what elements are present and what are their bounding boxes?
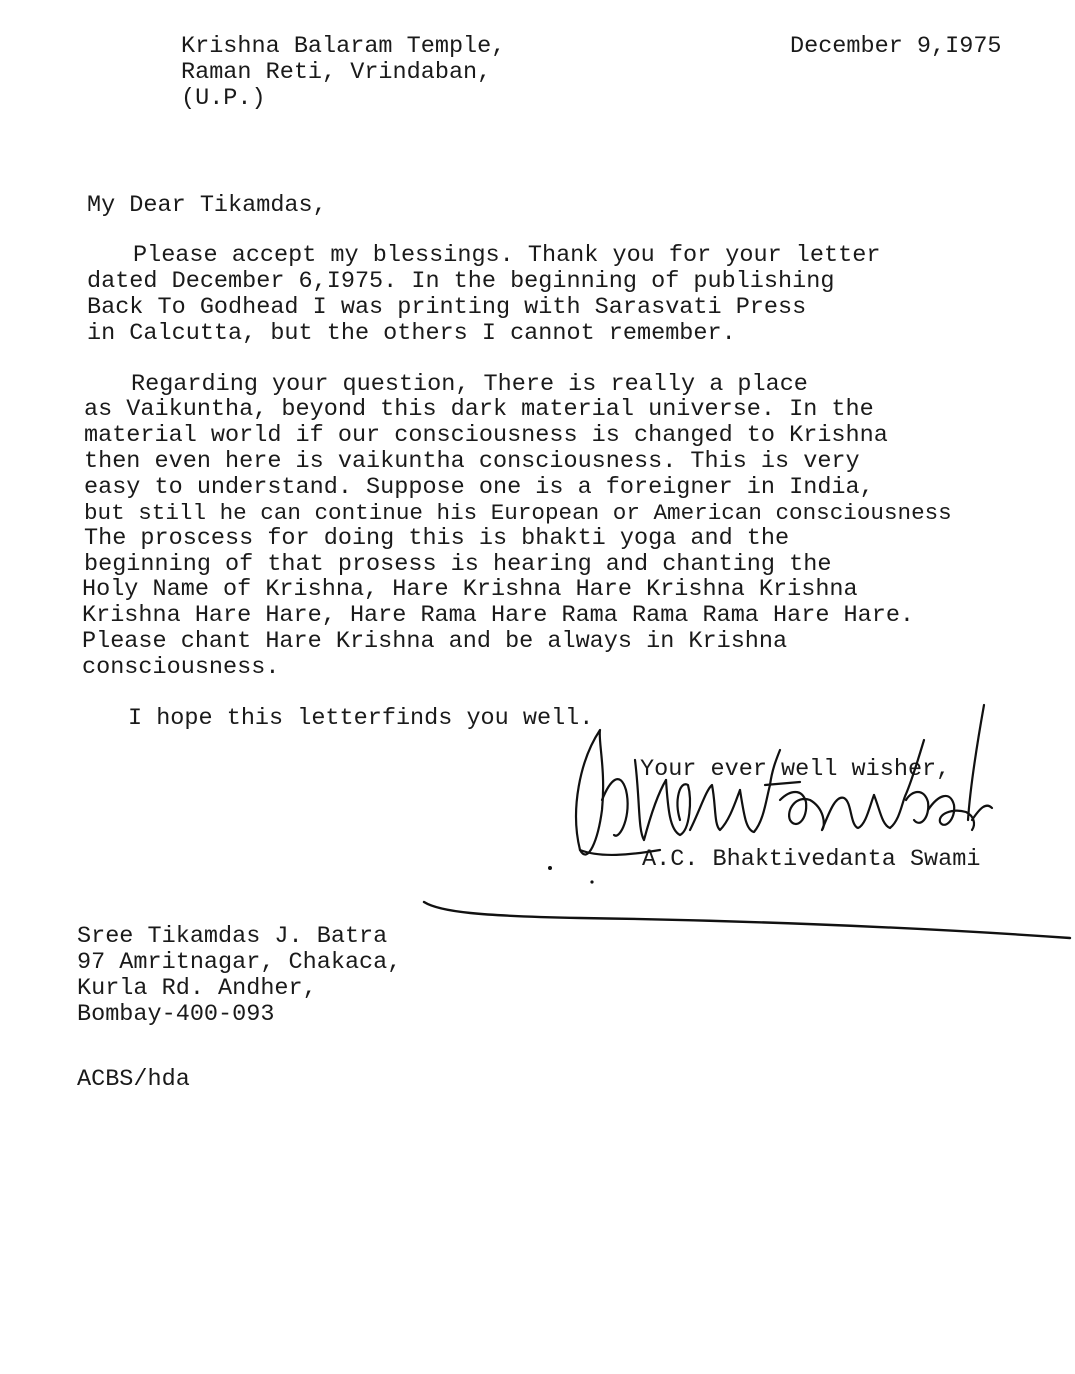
reference-initials: ACBS/hda [77,1066,190,1093]
body-line: I hope this letterfinds you well. [128,705,594,732]
sender-address-line-3: (U.P.) [181,85,266,112]
body-line: as Vaikuntha, beyond this dark material universe. In the [84,396,874,423]
body-line: then even here is vaikuntha consciousness. This is very [84,448,860,475]
body-line: but still he can continue his European or American consciousness [84,500,952,526]
recipient-line-4: Bombay-400-093 [77,1001,275,1028]
body-line: consciousness. [82,654,280,681]
body-line: beginning of that prosess is hearing and chanting the [84,551,832,578]
body-line: Regarding your question, There is really a place [131,371,808,398]
signature-rule-line [420,890,1075,950]
recipient-line-1: Sree Tikamdas J. Batra [77,923,388,950]
body-line: in Calcutta, but the others I cannot remember. [87,320,736,347]
body-line: Holy Name of Krishna, Hare Krishna Hare Krishna Krishna [82,576,858,603]
body-line: material world if our consciousness is changed to Krishna [84,422,888,449]
salutation: My Dear Tikamdas, [87,192,327,219]
signatory-name: A.C. Bhaktivedanta Swami [642,846,981,873]
valediction: Your ever well wisher, [640,756,951,783]
recipient-line-2: 97 Amritnagar, Chakaca, [77,949,402,976]
body-line: The proscess for doing this is bhakti yoga and the [84,525,790,552]
letter-date: December 9,I975 [790,33,1002,60]
body-line: Krishna Hare Hare, Hare Rama Hare Rama Rama Rama Hare Hare. [82,602,915,629]
body-line: Please accept my blessings. Thank you for your letter [133,242,881,269]
recipient-line-3: Kurla Rd. Andher, [77,975,317,1002]
sender-address-line-2: Raman Reti, Vrindaban, [181,59,492,86]
body-line: Back To Godhead I was printing with Sarasvati Press [87,294,807,321]
body-line: Please chant Hare Krishna and be always in Krishna [82,628,788,655]
body-line: easy to understand. Suppose one is a foreigner in India, [84,474,874,501]
body-line: dated December 6,I975. In the beginning of publishing [87,268,835,295]
sender-address-line-1: Krishna Balaram Temple, [181,33,506,60]
